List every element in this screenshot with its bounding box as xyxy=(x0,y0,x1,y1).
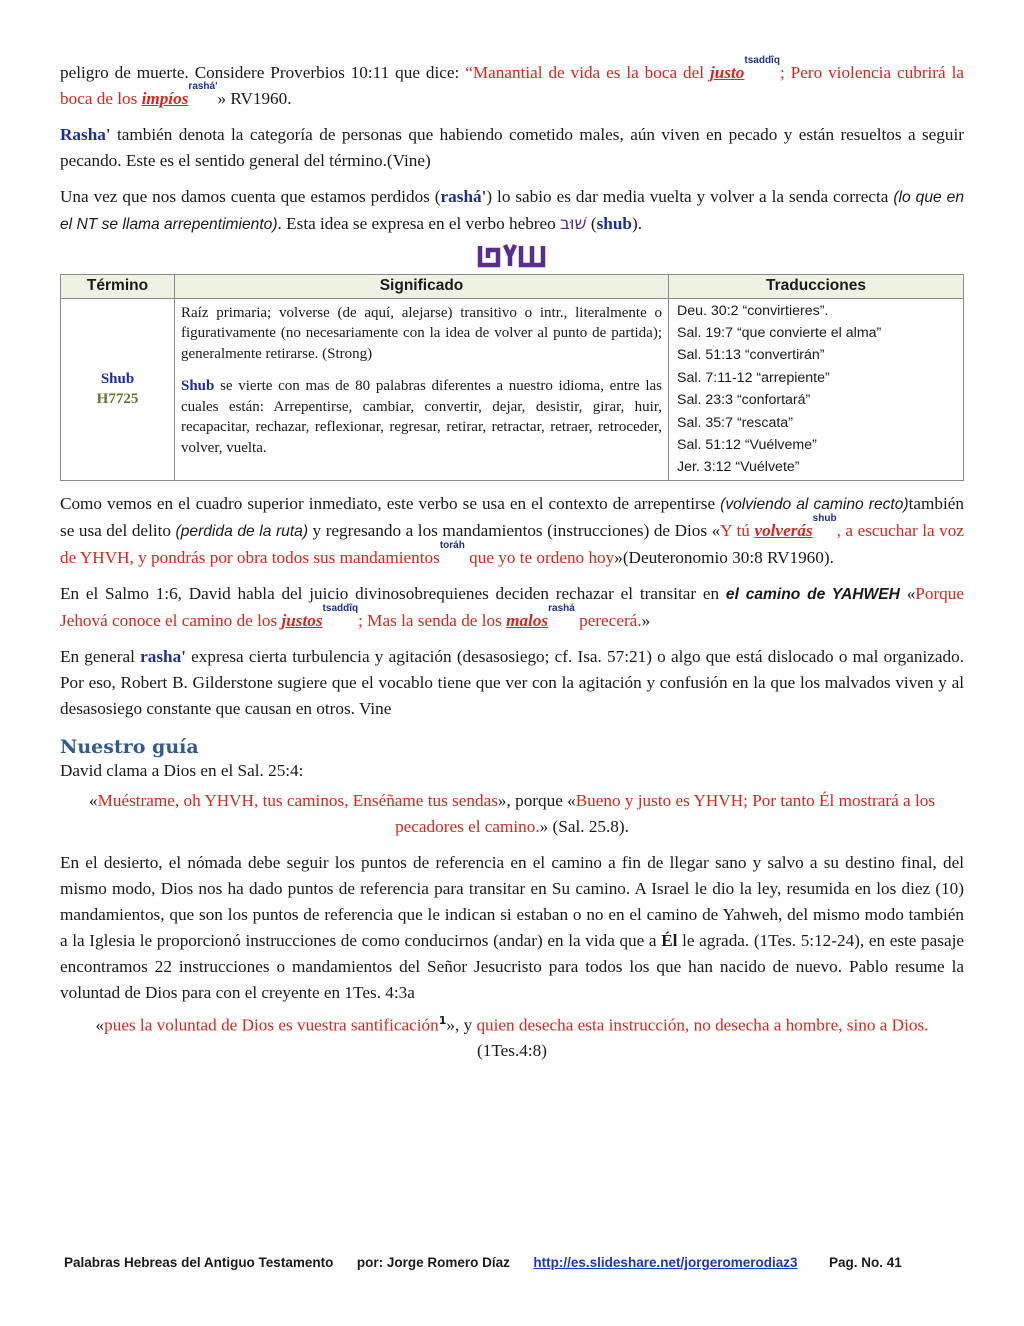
footer-link[interactable]: http://es.slideshare.net/jorgeromerodiaz3 xyxy=(533,1255,798,1270)
paragraph-salmo: En el Salmo 1:6, David habla del juicio divinosobrequienes deciden rechazar el transitar en el camino de YAHWEH «Porque Jehová conoce el camino de los justos$^{tsaddîq}$; Mas la senda de los malos$^{rashá}$ perecerá.» xyxy=(60,583,964,630)
translation-item: Deu. 30:2 “convirtieres”. xyxy=(677,302,829,319)
footer-author: por: Jorge Romero Díaz xyxy=(356,1255,510,1270)
paleo-hebrew-glyphs xyxy=(60,240,964,274)
translation-item: Jer. 3:12 “Vuélvete” xyxy=(677,459,800,476)
translation-item: Sal. 51:12 “Vuélveme” xyxy=(677,436,817,453)
shub-definition-table xyxy=(60,274,964,481)
footer-title: Palabras Hebreas del Antiguo Testamento xyxy=(64,1255,334,1270)
quote-tesalonicenses: «pues la voluntad de Dios es vuestra santificación$^1$», y quien desecha esta instrucción, no desecha a hombre, sino a Dios. (1Tes.4:8) xyxy=(95,1013,929,1061)
paragraph-proverbios: peligro de muerte. Considere Proverbios 10:11 que dice: “Manantial de vida es la boca del justo$^{tsaddîq}$; Pero violencia cubrirá la boca de los impíos$^{rashá'}$» RV1960. xyxy=(60,55,964,108)
header-termino: Término xyxy=(61,275,175,299)
footer-page-number: Pag. No. 41 xyxy=(829,1255,902,1270)
paragraph-desierto: En el desierto, el nómada debe seguir los puntos de referencia en el camino a fin de llegar sano y salvo a su destino final, del mismo modo, Dios nos ha dado puntos de referencia para transitar en Su camino. A Israel le dio la ley, resumida en los diez (10) mandamientos, que son los puntos de referencia que le indican si estaban o no en el camino de Yahweh, del mismo modo también a la Iglesia le proporcionó instrucciones de como conducirnos (andar) en la vida que a Él le agrada. (1Tes. 5:12-24), en este pasaje encontramos 22 instrucciones o mandamientos del Señor Jesucristo para todos los que han nacido de nuevo. Pablo resume la voluntad de Dios para con el creyente en 1Tes. 4:3a xyxy=(60,852,964,1002)
header-significado: Significado xyxy=(175,275,669,299)
table-header-row xyxy=(61,275,964,299)
paragraph-arrepentirse: Como vemos en el cuadro superior inmediato, este verbo se usa en el contexto de arrepentirse (volviendo al camino recto)también se usa del delito (perdida de la ruta) y regresando a los mandamientos (instrucciones) de Dios «Y tú volverás$^{shub}$, a escuchar la voz de YHVH, y pondrás por obra todos sus mandamientos$^{toráh}$ que yo te ordeno hoy»(Deuteronomio 30:8 RV1960). xyxy=(60,493,964,567)
paragraph-david: David clama a Dios en el Sal. 25:4: xyxy=(60,760,304,780)
paragraph-turbulencia: En general rasha' expresa cierta turbulencia y agitación (desasosiego; cf. Isa. 57:21) o algo que está dislocado o mal organizado. Por eso, Robert B. Gilderstone sugiere que el vocablo tiene que ver con la agitación y confusión en la que los malvados viven y al desasosiego constante que causan en otros. Vine xyxy=(60,646,964,718)
hebrew-word: שׁוּב xyxy=(560,214,587,234)
document-body xyxy=(60,55,964,1074)
paragraph-lost: Una vez que nos damos cuenta que estamos perdidos (rashá') lo sabio es dar media vuelta y volver a la senda correcta (lo que en el NT se llama arrepentimiento). Esta idea se expresa en el verbo hebreo שׁוּב (shub). xyxy=(60,187,964,234)
header-traducciones: Traducciones xyxy=(669,275,964,299)
translation-item: Sal. 7:11-12 “arrepiente” xyxy=(677,369,830,386)
paragraph-rasha-category: Rasha' también denota la categoría de personas que habiendo cometido males, aún viven en pecado y están resueltos a seguir pecando. Este es el sentido general del término.(Vine) xyxy=(60,125,964,170)
footnote-marker[interactable]: 1 xyxy=(438,1013,447,1027)
paleo-hebrew-icon xyxy=(477,240,547,270)
translation-item: Sal. 19:7 “que convierte el alma” xyxy=(677,324,882,341)
translation-item: Sal. 35:7 “rescata” xyxy=(677,414,793,431)
quote-salmo-25: «Muéstrame, oh YHVH, tus caminos, Enséñame tus sendas», porque «Bueno y justo es YHVH; Por tanto Él mostrará a los pecadores el camino.» (Sal. 25.8). xyxy=(88,790,936,836)
meaning-cell: Raíz primaria; volverse (de aquí, alejarse) transitivo o intr., literalmente o figurativamente (no necesariamente con la idea de volver al punto de partida); generalmente retirarse. (Strong) Shub se vierte con mas de 80 palabras diferentes a nuestro idioma, entre las cuales están: Arrepentirse, cambiar, convertir, dejar, desistir, girar, huir, recapacitar, rechazar, reflexionar, regresar, retirar, retractar, retraer, retroceder, volver, vuelta. xyxy=(175,298,669,480)
translation-item: Sal. 23:3 “confortará” xyxy=(677,392,811,409)
table-row xyxy=(61,298,964,480)
page-footer xyxy=(64,1255,960,1270)
translations-cell xyxy=(669,298,964,480)
section-heading: Nuestro guía xyxy=(60,735,199,758)
term-cell: Shub H7725 xyxy=(61,298,175,480)
translation-item: Sal. 51:13 “convertirán” xyxy=(677,347,825,364)
